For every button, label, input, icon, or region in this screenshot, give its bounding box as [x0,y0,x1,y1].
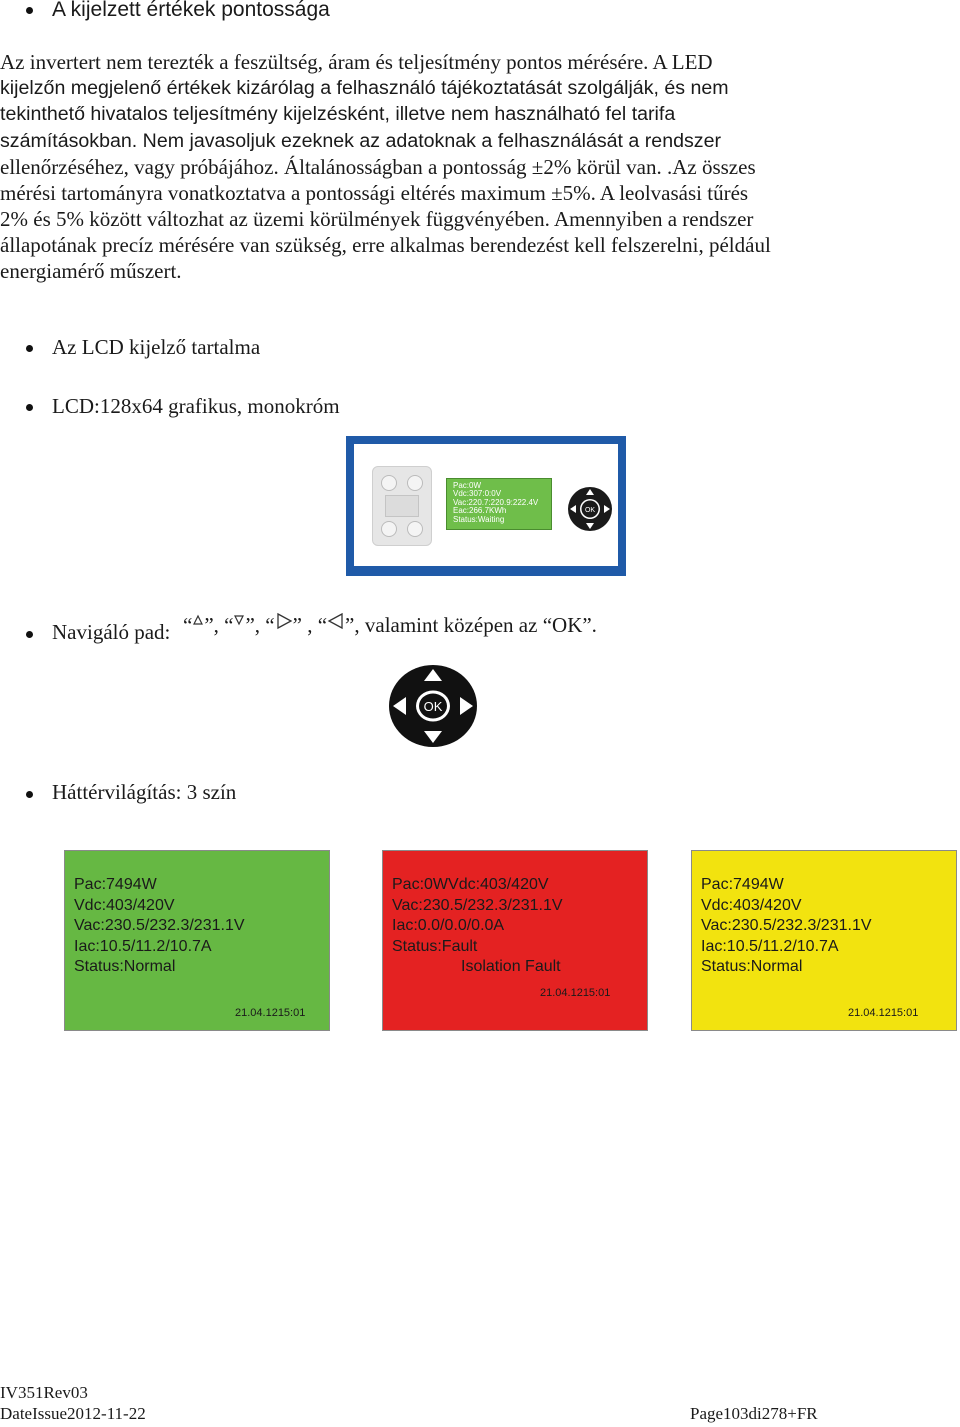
bullet-dot [26,631,33,638]
panel-ok-label: OK [584,507,596,514]
panel-lcd-line: Pac:0W [453,481,482,490]
paragraph-line: Az invertert nem terezték a feszültség, áram és teljesítmény pontos mérésére. A LED [0,50,713,74]
lcd-line: Status:Fault [392,938,478,955]
panel-lcd-line: Status:Waiting [453,514,505,524]
lcd-line: Pac:7494W [74,876,157,893]
navigation-pad-description [52,620,170,645]
lcd-screen-red [382,850,648,1031]
panel-lcd-line: Vdc:307:0:0V [453,489,502,499]
footer-page-number: Page103di278+FR [690,1404,818,1423]
lcd-line: Iac:10.5/11.2/10.7A [74,938,212,955]
paragraph-line: kijelzőn megjelenő értékek kizárólag a felhasználó tájékoztatását szolgálják, és nem [0,77,729,99]
lcd-line: Vac:230.5/232.3/231.1V [701,917,872,934]
lcd-line: Iac:0.0/0.0/0.0A [392,917,505,934]
ok-button-label[interactable]: OK [423,699,443,714]
lcd-line: Vdc:403/420V [74,897,175,914]
paragraph-line: mérési tartományra vonatkoztatva a pontossági eltérés maximum ±5%. A leolvasási tűrés [0,181,749,205]
lcd-line: Iac:10.5/11.2/10.7A [701,938,839,955]
paragraph-line: tekinthető hivatalos teljesítmény kijelzésként, illetve nem használható fel tarifa [0,103,676,125]
lcd-line: Status:Normal [701,958,803,975]
lcd-screen-yellow [691,850,957,1031]
footer-issue-date: DateIssue2012-11-22 [0,1404,146,1423]
panel-lcd-display [446,478,552,530]
quote-mark: ”, “ [245,613,275,637]
section-heading-backlight: Háttérvilágítás: 3 szín [52,780,237,804]
inverter-front-panel [346,436,626,576]
arrow-left-icon [327,612,345,630]
lcd-line: Status:Normal [74,958,176,975]
lcd-line: Vac:230.5/232.3/231.1V [392,897,563,914]
lcd-line: Vdc:403/420V [701,897,802,914]
quote-mark: ”, “ [204,613,234,637]
section-heading-lcd-content: Az LCD kijelző tartalma [52,335,261,359]
bullet-dot [26,404,33,411]
lcd-screen-green [64,850,330,1031]
section-heading-accuracy: A kijelzett értékek pontossága [52,0,330,21]
panel-lcd-line: Eac:266.7KWh [453,506,507,516]
arrow-down-icon [233,614,245,626]
lcd-timestamp: 21.04.1215:01 [848,1007,919,1019]
footer-doc-id: IV351Rev03 [0,1383,88,1402]
connector-block [372,466,432,546]
nav-prefix: Navigáló pad: [52,620,171,644]
lcd-line: Vac:230.5/232.3/231.1V [74,917,245,934]
lcd-line: Pac:0WVdc:403/420V [392,876,549,893]
paragraph-line: energiamérő műszert. [0,259,182,283]
panel-lcd-line: Vac:220.7:220.9:222.4V [453,497,539,507]
nav-suffix: ”, valamint középen az “OK”. [345,613,597,637]
lcd-timestamp: 21.04.1215:01 [235,1007,306,1019]
section-heading-lcd-spec: LCD:128x64 grafikus, monokróm [52,394,340,418]
lcd-line: Pac:7494W [701,876,784,893]
paragraph-line: állapotának precíz mérésére van szükség, erre alkalmas berendezést kell felszerelni, például [0,233,771,257]
arrow-right-icon [275,612,293,630]
bullet-dot [26,345,33,352]
navigation-pad-icon[interactable] [388,664,478,748]
quote-mark: ” , “ [292,613,328,637]
quote-mark: “ [183,613,193,637]
bullet-dot [26,791,33,798]
paragraph-line: 2% és 5% között változhat az üzemi körülmények függvényében. Amennyiben a rendszer [0,207,754,231]
bullet-dot [26,7,33,14]
paragraph-line: ellenőrzéséhez, vagy próbájához. Általánosságban a pontosság ±2% körül van. .Az összes [0,155,756,179]
lcd-timestamp: 21.04.1215:01 [540,987,611,999]
paragraph-line: számításokban. Nem javasoljuk ezeknek az adatoknak a felhasználását a rendszer [0,130,722,152]
lcd-line: Isolation Fault [461,958,561,975]
arrow-up-icon [192,614,204,626]
panel-navigation-pad-icon[interactable] [567,486,613,532]
arrow-list [183,612,597,638]
